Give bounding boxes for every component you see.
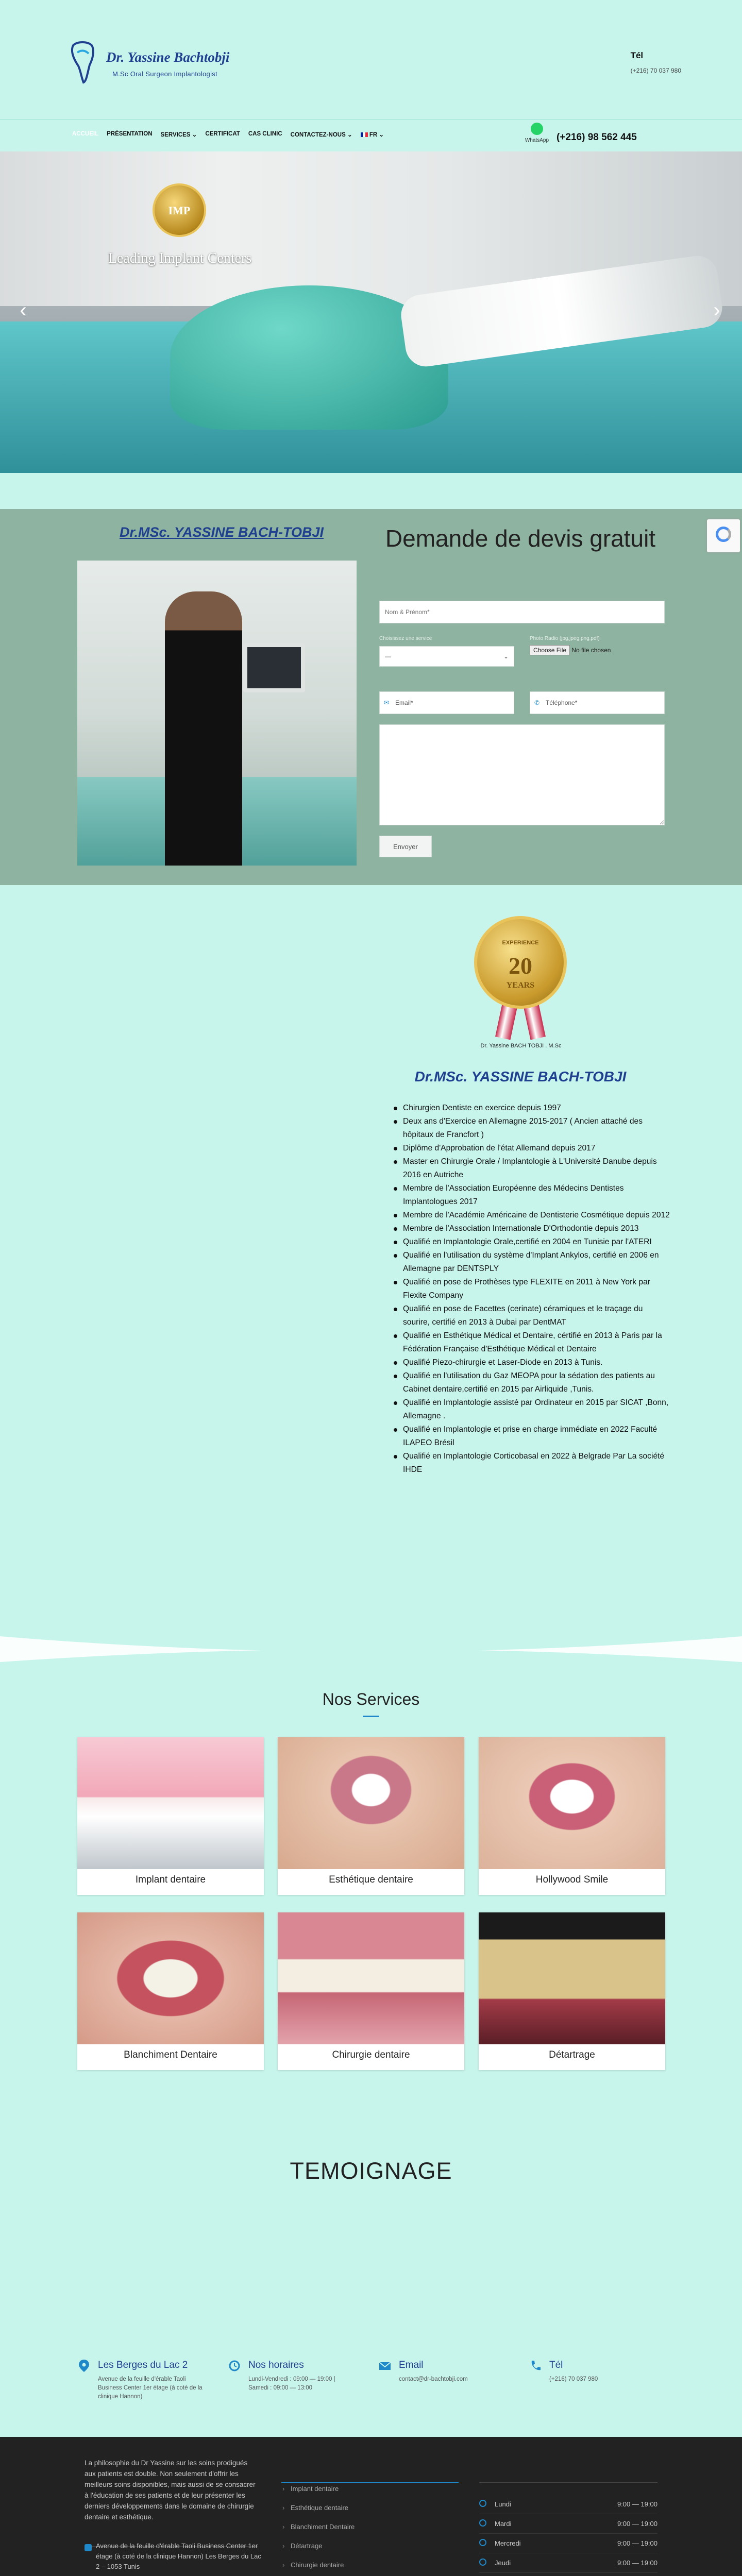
file-status: No file chosen xyxy=(571,647,611,654)
doctor-photo xyxy=(77,561,357,866)
medal-top-text: EXPERIENCE xyxy=(502,940,539,946)
contact-email-title: Email xyxy=(399,2360,424,2370)
envelope-icon xyxy=(379,2360,391,2372)
list-item: Qualifié en pose de Prothèses type FLEXITE en 2011 à New York par Flexite Company xyxy=(392,1276,670,1302)
hours-row xyxy=(479,2495,657,2514)
list-item: Qualifié en l'utilisation du Gaz MEOPA pour la sédation des patients au Cabinet dentaire,certifié en 2015 par Airliquide ,Tunis. xyxy=(392,1369,670,1396)
footer-link[interactable]: › Esthétique dentaire xyxy=(281,2498,355,2517)
top-header xyxy=(0,0,742,120)
hours-day: Mardi xyxy=(495,2520,512,2528)
service-label: Choisissez une service xyxy=(379,636,432,641)
footer xyxy=(0,2437,742,2576)
footer-link[interactable]: › Détartrage xyxy=(281,2536,355,2555)
site-logo[interactable] xyxy=(68,39,254,91)
phone-placeholder: Téléphone* xyxy=(546,699,578,706)
service-caption: Hollywood Smile xyxy=(535,1874,609,1885)
french-flag-icon xyxy=(361,132,368,137)
service-caption: Implant dentaire xyxy=(135,1874,206,1885)
hours-time: 9:00 — 19:00 xyxy=(617,2520,657,2528)
tooth-logo-icon xyxy=(70,41,95,84)
leading-implant-badge xyxy=(81,183,252,266)
list-item: Qualifié Piezo-chirurgie et Laser-Diode en 2013 à Tunis. xyxy=(392,1356,670,1369)
name-input[interactable] xyxy=(379,601,665,623)
list-item: Qualifié en l'utilisation du système d'Implant Ankylos, certifié en 2006 en Allemagne par DENTSPLY xyxy=(392,1249,670,1276)
contact-address-title: Les Berges du Lac 2 xyxy=(98,2360,188,2370)
devis-section xyxy=(0,509,742,885)
nav-item-accueil[interactable]: ACCUEIL xyxy=(72,131,99,137)
footer-link[interactable]: › Blanchiment Dentaire xyxy=(281,2517,355,2536)
hours-time: 9:00 — 19:00 xyxy=(617,2539,657,2547)
whatsapp-button[interactable] xyxy=(525,123,549,144)
header-phone-label: Tél xyxy=(630,50,644,60)
contact-hours-text: Lundi-Vendredi : 09:00 — 19:00 | Samedi : 09:00 — 13:00 xyxy=(248,2376,335,2391)
footer-links xyxy=(281,2479,355,2576)
service-card-implant[interactable] xyxy=(77,1737,264,1895)
service-caption: Chirurgie dentaire xyxy=(332,2049,410,2060)
clock-icon xyxy=(229,2360,240,2372)
clock-icon xyxy=(479,2539,486,2546)
list-item: Master en Chirurgie Orale / Implantologie à L'Université Danube depuis 2016 en Autriche xyxy=(392,1155,670,1182)
hours-time: 9:00 — 19:00 xyxy=(617,2500,657,2508)
service-card-chirurgie[interactable] xyxy=(278,1912,464,2070)
chevron-down-icon: ⌄ xyxy=(347,132,352,138)
recaptcha-icon xyxy=(716,527,731,542)
service-caption: Blanchiment Dentaire xyxy=(124,2049,217,2060)
nav-language-label: FR xyxy=(369,132,378,138)
nav-item-language[interactable] xyxy=(361,131,384,138)
list-item: Membre de l'Association Européenne des Médecins Dentistes Implantologues 2017 xyxy=(392,1182,670,1209)
nav-item-contact[interactable] xyxy=(291,131,352,138)
chevron-down-icon: ⌄ xyxy=(379,132,384,138)
hero-slider xyxy=(0,151,742,473)
phone-icon xyxy=(530,2360,541,2372)
service-select[interactable] xyxy=(379,646,514,667)
hero-tagline: Leading Implant Centers xyxy=(108,250,252,266)
list-item: Membre de l'Association Internationale D'Orthodontie depuis 2013 xyxy=(392,1222,670,1235)
recaptcha-badge[interactable] xyxy=(707,519,740,552)
experience-medal xyxy=(472,916,569,1040)
nav-item-services[interactable] xyxy=(161,131,197,138)
list-item: Qualifié en Implantologie Orale,certifié en 2004 en Tunisie par l'ATERI xyxy=(392,1235,670,1249)
credentials-list xyxy=(392,1101,670,1477)
hours-day: Jeudi xyxy=(495,2559,511,2567)
hours-row xyxy=(479,2534,657,2553)
nav-services-label: SERVICES xyxy=(160,132,191,138)
service-caption: Esthétique dentaire xyxy=(329,1874,413,1885)
choose-file-button[interactable]: Choose File xyxy=(530,645,570,655)
footer-link[interactable]: › Chirurgie dentaire xyxy=(281,2555,355,2574)
hours-row xyxy=(479,2514,657,2534)
send-button[interactable]: Envoyer xyxy=(379,836,432,857)
list-item: Membre de l'Académie Américaine de Dentisterie Cosmétique depuis 2012 xyxy=(392,1209,670,1222)
email-placeholder: Email* xyxy=(395,699,413,706)
photo-doctor xyxy=(165,591,242,866)
service-card-detartrage[interactable] xyxy=(479,1912,665,2070)
services-title: Nos Services xyxy=(322,1690,420,1708)
services-title-underline xyxy=(363,1716,379,1717)
hours-row xyxy=(479,2573,657,2576)
whatsapp-label: WhatsApp xyxy=(525,138,549,143)
footer-hours xyxy=(479,2495,657,2576)
phone-input[interactable] xyxy=(530,691,665,714)
list-item: Qualifié en Implantologie assisté par Ordinateur en 2015 par SICAT ,Bonn, Allemagne . xyxy=(392,1396,670,1423)
devis-title: Demande de devis gratuit xyxy=(385,525,656,552)
clock-icon xyxy=(479,2558,486,2566)
map-pin-icon xyxy=(78,2360,90,2372)
medal-caption: Dr. Yassine BACH TOBJI . M.Sc xyxy=(480,1043,562,1049)
contact-phone-text[interactable]: (+216) 70 037 980 xyxy=(549,2376,598,2382)
list-item: Deux ans d'Exercice en Allemagne 2015-2017 ( Ancien attaché des hôpitaux de Francfort ) xyxy=(392,1115,670,1142)
about-heading: Dr.MSc. YASSINE BACH-TOBJI xyxy=(414,1069,627,1084)
footer-about-text: La philosophie du Dr Yassine sur les soins prodigués aux patients est double. Non seulement d'offrir les meilleurs soins disponibles, mais aussi de se consacrer à l'éducation de ses patients et de leur présenter les derniers développements dans le domaine de chirurgie dentaire et esthétique. xyxy=(85,2459,256,2521)
service-image xyxy=(77,1737,264,1869)
hours-time: 9:00 — 19:00 xyxy=(617,2559,657,2567)
hero-medal-text: IMP xyxy=(168,204,191,217)
nav-item-cas-clinic[interactable]: CAS CLINIC xyxy=(248,131,282,137)
medal-disc xyxy=(474,916,567,1009)
service-card-blanchiment[interactable] xyxy=(77,1912,264,2070)
file-upload xyxy=(530,645,611,655)
header-phone-number[interactable]: (+216) 70 037 980 xyxy=(630,67,681,74)
medal-years: YEARS xyxy=(506,981,535,990)
service-image xyxy=(479,1912,665,2044)
chevron-down-icon: ⌄ xyxy=(503,653,509,660)
contact-address-text: Avenue de la feuille d'érable Taoli Business Center 1er étage (à coté de la clinique Hannon) xyxy=(98,2376,203,2400)
hero-medal xyxy=(153,183,206,237)
contact-email-text[interactable]: contact@dr-bachtobji.com xyxy=(399,2376,468,2382)
hours-row xyxy=(479,2553,657,2573)
phone-icon: ✆ xyxy=(534,699,540,706)
list-item: Qualifié en pose de Facettes (cerinate) céramiques et le traçage du sourire, certifié en 2013 à Dubai par DentMAT xyxy=(392,1302,670,1329)
logo-subtitle: M.Sc Oral Surgeon Implantologist xyxy=(112,70,217,78)
section-divider-wave xyxy=(0,1636,742,1662)
list-item: Chirurgien Dentiste en exercice depuis 1997 xyxy=(392,1101,670,1115)
email-input[interactable] xyxy=(379,691,514,714)
slider-prev-arrow[interactable]: ‹ xyxy=(20,299,27,321)
service-image xyxy=(77,1912,264,2044)
service-image xyxy=(278,1737,464,1869)
list-item: Qualifié en Esthétique Médical et Dentaire, cértifié en 2013 à Paris par la Fédération Française d'Esthétique Médical et Dentaire xyxy=(392,1329,670,1356)
chevron-down-icon: ⌄ xyxy=(192,132,197,138)
service-image xyxy=(479,1737,665,1869)
contact-hours-title: Nos horaires xyxy=(248,2360,304,2370)
nav-item-certificat[interactable]: CERTIFICAT xyxy=(205,131,240,137)
logo-name: Dr. Yassine Bachtobji xyxy=(106,49,230,65)
hours-day: Mercredi xyxy=(495,2539,521,2547)
clock-icon xyxy=(479,2500,486,2507)
map-pin-icon xyxy=(85,2544,92,2551)
photo-upload-label: Photo Radio (jpg,jpeg,png,pdf) xyxy=(530,636,600,641)
nav-contact-label: CONTACTEZ-NOUS xyxy=(290,132,346,138)
medal-number: 20 xyxy=(509,953,532,979)
hours-day: Lundi xyxy=(495,2500,511,2508)
list-item: Qualifié en Implantologie Corticobasal en 2022 à Belgrade Par La société IHDE xyxy=(392,1450,670,1477)
service-caption: Détartrage xyxy=(549,2049,595,2060)
photo-xray-screen xyxy=(243,643,305,692)
header-phone xyxy=(631,50,681,74)
service-select-value: — xyxy=(385,653,391,660)
clock-icon xyxy=(479,2519,486,2527)
service-image xyxy=(278,1912,464,2044)
nav-phone[interactable]: (+216) 98 562 445 xyxy=(556,132,637,143)
footer-address: Avenue de la feuille d'érable Taoli Business Center 1er étage (à coté de la clinique Hannon) Les Berges du Lac 2 – 1053 Tunis xyxy=(96,2542,261,2570)
list-item: Diplôme d'Approbation de l'état Allemand depuis 2017 xyxy=(392,1142,670,1155)
devis-doctor-title: Dr.MSc. YASSINE BACH-TOBJI xyxy=(119,524,324,540)
footer-link[interactable]: › Implant dentaire xyxy=(281,2479,355,2498)
whatsapp-icon xyxy=(531,123,543,135)
service-card-hollywood[interactable] xyxy=(479,1737,665,1895)
list-item: Qualifié en Implantologie et prise en charge immédiate en 2022 Faculté ILAPEO Brésil xyxy=(392,1423,670,1450)
envelope-icon: ✉ xyxy=(384,699,390,706)
service-card-esthetique[interactable] xyxy=(278,1737,464,1895)
testimonials-title: TEMOIGNAGE xyxy=(290,2158,452,2184)
nav-item-presentation[interactable]: PRÉSENTATION xyxy=(107,131,153,137)
contact-phone-title: Tél xyxy=(549,2360,563,2370)
slider-next-arrow[interactable]: › xyxy=(713,299,720,321)
footer-hours-divider xyxy=(479,2482,657,2483)
message-textarea[interactable] xyxy=(379,724,665,825)
